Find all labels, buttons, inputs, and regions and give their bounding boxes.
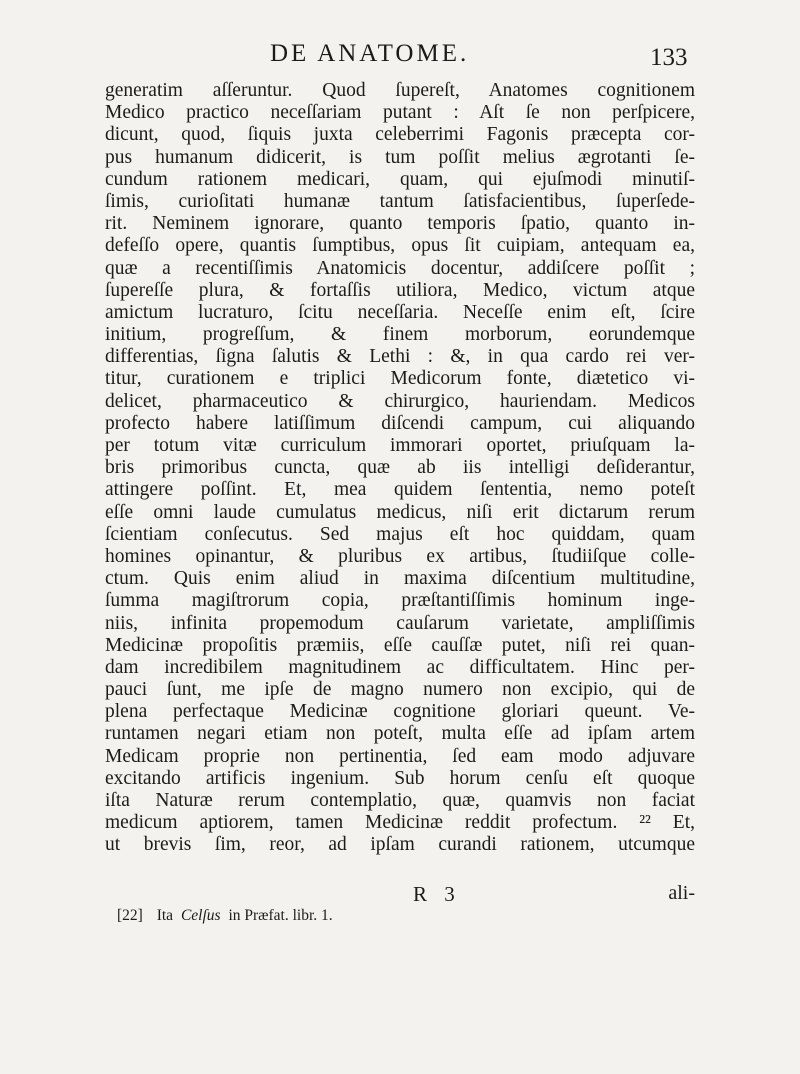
- footnote-italic-author: Celſus: [180, 907, 221, 924]
- text-line: runtamen negari etiam non poteſt, multa eſſe ad ipſam artem: [105, 723, 695, 745]
- footnote-text-before: Ita: [156, 907, 174, 924]
- text-line: generatim aſſeruntur. Quod ſupereſt, Anatomes cognitionem: [105, 80, 695, 101]
- text-line: attingere poſſint. Et, mea quidem ſententia, nemo poteſt: [105, 479, 695, 501]
- text-line: ctum. Quis enim aliud in maxima diſcentium multitudine,: [105, 568, 695, 590]
- text-line: plena perfectaque Medicinæ cognitione gloriari queunt. Ve-: [105, 701, 695, 723]
- text-line: initium, progreſſum, & finem morborum, eorundemque: [105, 324, 695, 346]
- text-line: defeſſo opere, quantis ſumptibus, opus ſit cuipiam, antequam ea,: [105, 235, 695, 257]
- text-line: pauci ſunt, me ipſe de magno numero non excipio, qui de: [105, 679, 695, 701]
- text-line: dam incredibilem magnitudinem ac difficultatem. Hinc per-: [105, 656, 695, 678]
- footnote: [117, 907, 333, 925]
- catchword: ali-: [668, 882, 695, 904]
- text-line: delicet, pharmaceutico & chirurgico, hauriendam. Medicos: [105, 390, 695, 412]
- footnote-text-after: in Præfat. libr. 1.: [228, 907, 333, 924]
- text-line: niis, infinita propemodum cauſarum varietate, ampliſſimis: [105, 612, 695, 634]
- text-line: profecto habere latiſſimum diſcendi campum, cui aliquando: [105, 412, 695, 434]
- text-line: cundum rationem medicari, quam, qui ejuſmodi minutiſ-: [105, 168, 695, 190]
- text-line: excitando artificis ingenium. Sub horum cenſu eſt quoque: [105, 767, 695, 789]
- body-text: [105, 80, 695, 857]
- text-line: homines opinantur, & pluribus ex artibus, ſtudiiſque colle-: [105, 545, 695, 567]
- text-line: ſupereſſe plura, & fortaſſis utiliora, Medico, victum atque: [105, 279, 695, 301]
- text-line: medicum aptiorem, tamen Medicinæ reddit profectum. ²² Et,: [105, 812, 695, 834]
- text-line: quæ a recentiſſimis Anatomicis docentur, addiſcere poſſit ;: [105, 257, 695, 279]
- signature-row: [105, 882, 695, 908]
- text-line: Medicam proprie non pertinentia, ſed eam modo adjuvare: [105, 745, 695, 767]
- signature-mark: R 3: [413, 882, 461, 906]
- text-line: per totum vitæ curriculum immorari oportet, priuſquam la-: [105, 435, 695, 456]
- text-line: Medicinæ propoſitis præmiis, eſſe cauſſæ putet, niſi rei quan-: [105, 634, 695, 656]
- text-line: titur, curationem e triplici Medicorum fonte, diætetico vi-: [105, 368, 695, 390]
- text-line: ſimis, curioſitati humanæ tantum ſatisfacientibus, ſuperſede-: [105, 190, 695, 212]
- text-line: bris primoribus cuncta, quæ ab iis intelligi deſiderantur,: [105, 457, 695, 479]
- text-line: pus humanum didicerit, is tum poſſit melius ægrotanti ſe-: [105, 146, 695, 168]
- page-number: 133: [650, 44, 688, 71]
- running-title: DE ANATOME.: [270, 40, 470, 67]
- running-head: [0, 40, 800, 76]
- footnote-marker: [22]: [117, 907, 143, 924]
- text-line: iſta Naturæ rerum contemplatio, quæ, quamvis non faciat: [105, 790, 695, 811]
- text-line: ſcientiam conſecutus. Sed majus eſt hoc quiddam, quam: [105, 523, 695, 545]
- text-line: differentias, ſigna ſalutis & Lethi : &, in qua cardo rei ver-: [105, 346, 695, 368]
- text-line: dicunt, quod, ſiquis juxta celeberrimi Fagonis præcepta cor-: [105, 124, 695, 146]
- text-line: ſumma magiſtrorum copia, præſtantiſſimis hominum inge-: [105, 590, 695, 612]
- text-line: amictum lucraturo, ſcitu neceſſaria. Neceſſe enim eſt, ſcire: [105, 301, 695, 323]
- text-line: eſſe omni laude cumulatus medicus, niſi erit dictarum rerum: [105, 501, 695, 523]
- text-line: Medico practico neceſſariam putant : Aſt ſe non perſpicere,: [105, 102, 695, 124]
- text-line: rit. Neminem ignorare, quanto temporis ſpatio, quanto in-: [105, 213, 695, 235]
- text-line: ut brevis ſim, reor, ad ipſam curandi rationem, utcumque: [105, 834, 695, 856]
